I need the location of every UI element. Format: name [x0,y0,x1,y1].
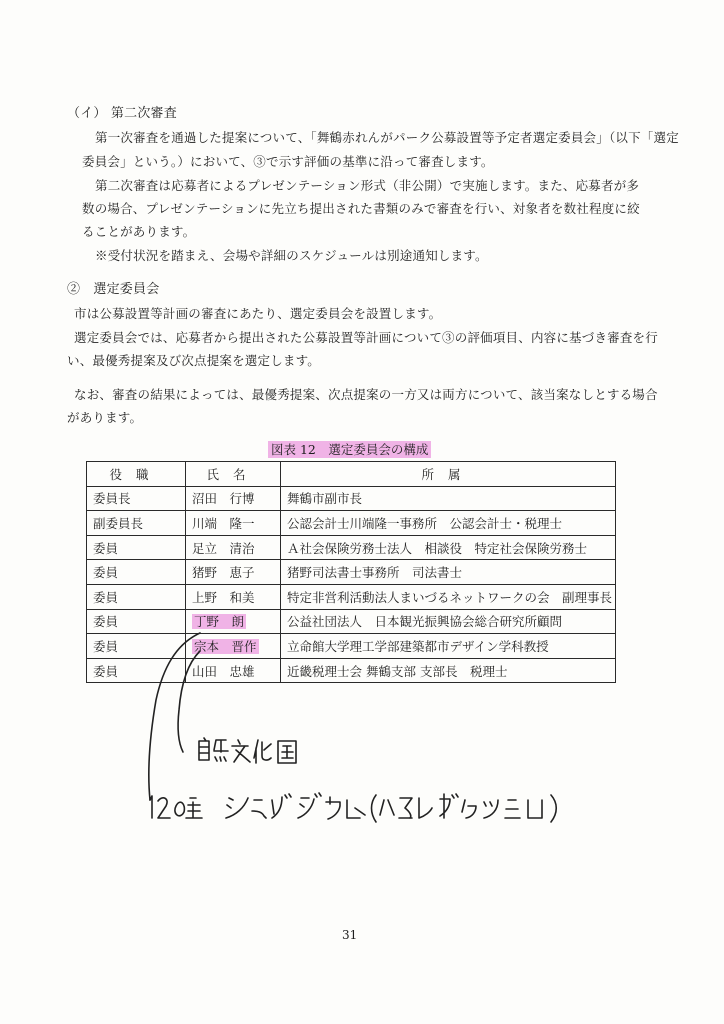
role-cell: 委員長 [87,486,186,511]
affiliation-cell: 特定非営利活動法人まいづるネットワークの会 副理事長 [281,584,616,609]
affiliation-cell: 立命館大学理工学部建築都市デザイン学科教授 [281,634,616,659]
highlighted-name: 宗本 晋作 [194,638,257,654]
header-role: 役職 [87,462,186,487]
section-i-heading: （イ） 第二次審査 [67,106,177,121]
name-cell: 猪野 恵子 [186,560,281,585]
section-2-line-4: なお、審査の結果によっては、最優秀提案、次点提案の一方又は両方について、該当案なしとする場合 [74,387,658,402]
affiliation-cell: Ａ社会保険労務士法人 相談役 特定社会保険労務士 [281,535,616,560]
handwriting-note-1-glyphs [199,738,296,763]
section-2-line-3: い、最優秀提案及び次点提案を選定します。 [67,353,321,368]
section-2-line-5: があります。 [67,410,143,425]
annotation-curve-2 [178,651,200,752]
role-cell: 委員 [87,609,186,634]
table-caption: 図表 12 選定委員会の構成 [268,441,431,458]
name-cell: 上野 和美 [186,584,281,609]
affiliation-cell: 近畿税理士会 舞鶴支部 支部長 税理士 [281,658,616,683]
role-cell: 委員 [87,634,186,659]
name-cell: 沼田 行博 [186,486,281,511]
affiliation-cell: 公認会計士川端隆一事務所 公認会計士・税理士 [281,511,616,536]
page-number: 31 [342,928,358,942]
header-affiliation: 所属 [281,462,616,487]
name-cell: 川端 隆一 [186,511,281,536]
role-cell: 委員 [87,535,186,560]
section-i-line-2: 委員会」という。）において、③で示す評価の基準に沿って審査します。 [82,154,494,169]
role-cell: 委員 [87,560,186,585]
section-2-line-1: 市は公募設置等計画の審査にあたり、選定委員会を設置します。 [74,306,442,321]
role-cell: 委員 [87,584,186,609]
section-i-line-1: 第一次審査を通過した提案について、「舞鶴赤れんがパーク公募設置等予定者選定委員会」（以下「選定 [95,130,679,145]
affiliation-cell: 舞鶴市副市長 [281,486,616,511]
handwriting-note-2-glyphs [150,793,556,822]
name-cell: 山田 忠雄 [186,658,281,683]
role-cell: 副委員長 [87,511,186,536]
affiliation-cell: 猪野司法書士事務所 司法書士 [281,560,616,585]
section-2-heading: ② 選定委員会 [67,282,160,297]
name-cell: 足立 清治 [186,535,281,560]
section-2-line-2: 選定委員会では、応募者から提出された公募設置等計画について③の評価項目、内容に基づき審査を行 [74,330,658,345]
header-name: 氏名 [186,462,281,487]
affiliation-cell: 公益社団法人 日本観光振興協会総合研究所顧問 [281,609,616,634]
section-i-note: ※受付状況を踏まえ、会場や詳細のスケジュールは別途通知します。 [95,248,488,263]
annotation-curve-1 [149,633,200,800]
role-cell: 委員 [87,658,186,683]
section-i-line-5: ることがあります。 [82,224,196,239]
section-i-line-4: 数の場合、プレゼンテーションに先立ち提出された書類のみで審査を行い、対象者を数社程度に絞 [82,201,640,216]
highlighted-name: 丁野 朗 [194,614,245,630]
section-i-line-3: 第二次審査は応募者によるプレゼンテーション形式（非公開）で実施します。また、応募者が多 [95,178,640,193]
